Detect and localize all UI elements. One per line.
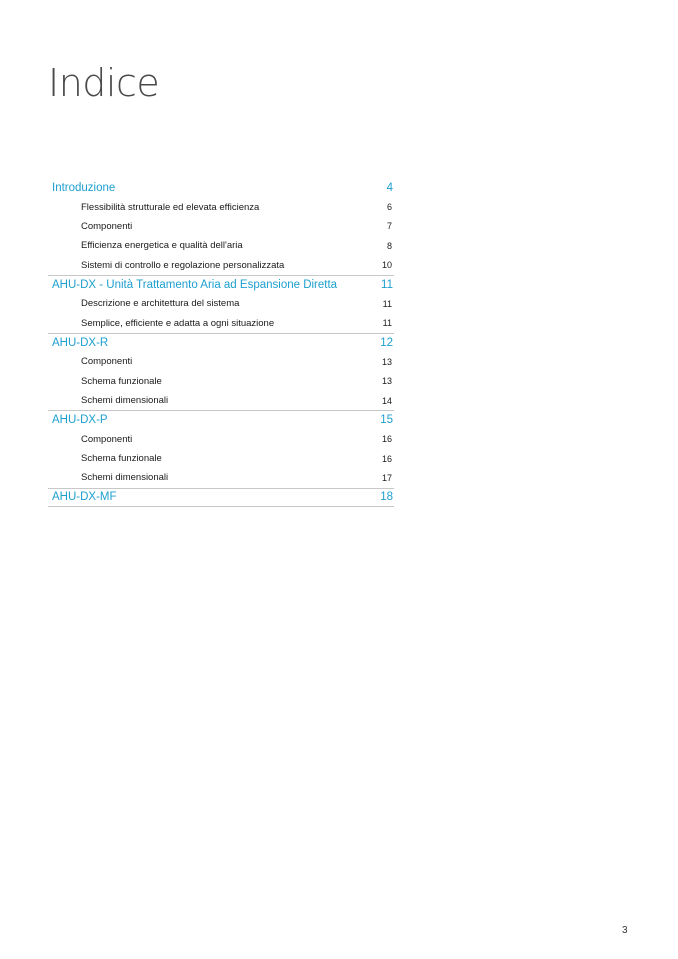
toc-entry-page: 10	[381, 260, 392, 271]
toc-entry-page: 11	[381, 278, 393, 291]
toc-entry-label: Introduzione	[52, 181, 116, 194]
toc-entry-label: AHU-DX-P	[52, 414, 108, 427]
toc-entry-row[interactable]	[48, 468, 394, 487]
toc-section-row[interactable]	[48, 178, 394, 198]
toc-entry-page: 18	[380, 491, 393, 504]
toc-entry-page: 13	[381, 376, 392, 387]
toc-entry-label: Schema funzionale	[81, 375, 162, 387]
toc-entry-label: Semplice, efficiente e adatta a ogni situazione	[81, 317, 275, 329]
toc-entry-page: 12	[380, 337, 393, 350]
toc-entry-row[interactable]	[48, 391, 394, 410]
toc-entry-page: 16	[381, 453, 392, 464]
toc-entry-page: 11	[382, 318, 392, 329]
toc-entry-label: Schemi dimensionali	[81, 395, 169, 407]
toc-section-row[interactable]	[48, 410, 394, 430]
toc-entry-page: 15	[380, 414, 393, 427]
toc-entry-page: 14	[381, 395, 392, 406]
page-number: 3	[622, 925, 628, 936]
toc-entry-row[interactable]	[48, 198, 394, 217]
toc-entry-label: Efficienza energetica e qualità dell'aria	[81, 240, 243, 252]
toc-entry-label: Sistemi di controllo e regolazione personalizzata	[81, 259, 285, 271]
toc-entry-label: AHU-DX-MF	[52, 491, 117, 504]
toc-entry-row[interactable]	[48, 430, 394, 449]
toc-entry-label: Descrizione e architettura del sistema	[81, 298, 240, 310]
toc-entry-row[interactable]	[48, 217, 394, 236]
toc-entry-row[interactable]	[48, 449, 394, 468]
toc-entry-page: 4	[386, 181, 393, 194]
toc-entry-page: 11	[382, 298, 392, 309]
toc-entry-page: 17	[381, 472, 392, 483]
toc-entry-label: Componenti	[81, 356, 133, 368]
toc-entry-label: Flessibilità strutturale ed elevata efficienza	[81, 201, 260, 213]
toc-section-row[interactable]	[48, 275, 394, 295]
toc-entry-page: 7	[386, 221, 392, 232]
toc-entry-page: 6	[386, 202, 392, 213]
toc-entry-row[interactable]	[48, 313, 394, 332]
toc-entry-page: 16	[381, 434, 392, 445]
page-title: Indice	[48, 61, 160, 105]
toc-entry-row[interactable]	[48, 352, 394, 371]
toc-entry-row[interactable]	[48, 236, 394, 255]
toc-section-row[interactable]	[48, 333, 394, 353]
toc-entry-row[interactable]	[48, 294, 394, 313]
toc-section-row[interactable]	[48, 488, 394, 508]
toc-entry-row[interactable]	[48, 372, 394, 391]
toc-entry-page: 8	[386, 240, 392, 251]
toc-entry-label: AHU-DX-R	[52, 337, 109, 350]
toc-entry-row[interactable]	[48, 255, 394, 274]
toc-entry-page: 13	[381, 356, 392, 367]
toc-entry-label: Schemi dimensionali	[81, 472, 169, 484]
toc-entry-label: AHU-DX - Unità Trattamento Aria ad Espansione Diretta	[52, 278, 338, 291]
toc-entry-label: Componenti	[81, 220, 133, 232]
table-of-contents	[48, 178, 394, 507]
toc-entry-label: Schema funzionale	[81, 453, 162, 465]
toc-entry-label: Componenti	[81, 433, 133, 445]
